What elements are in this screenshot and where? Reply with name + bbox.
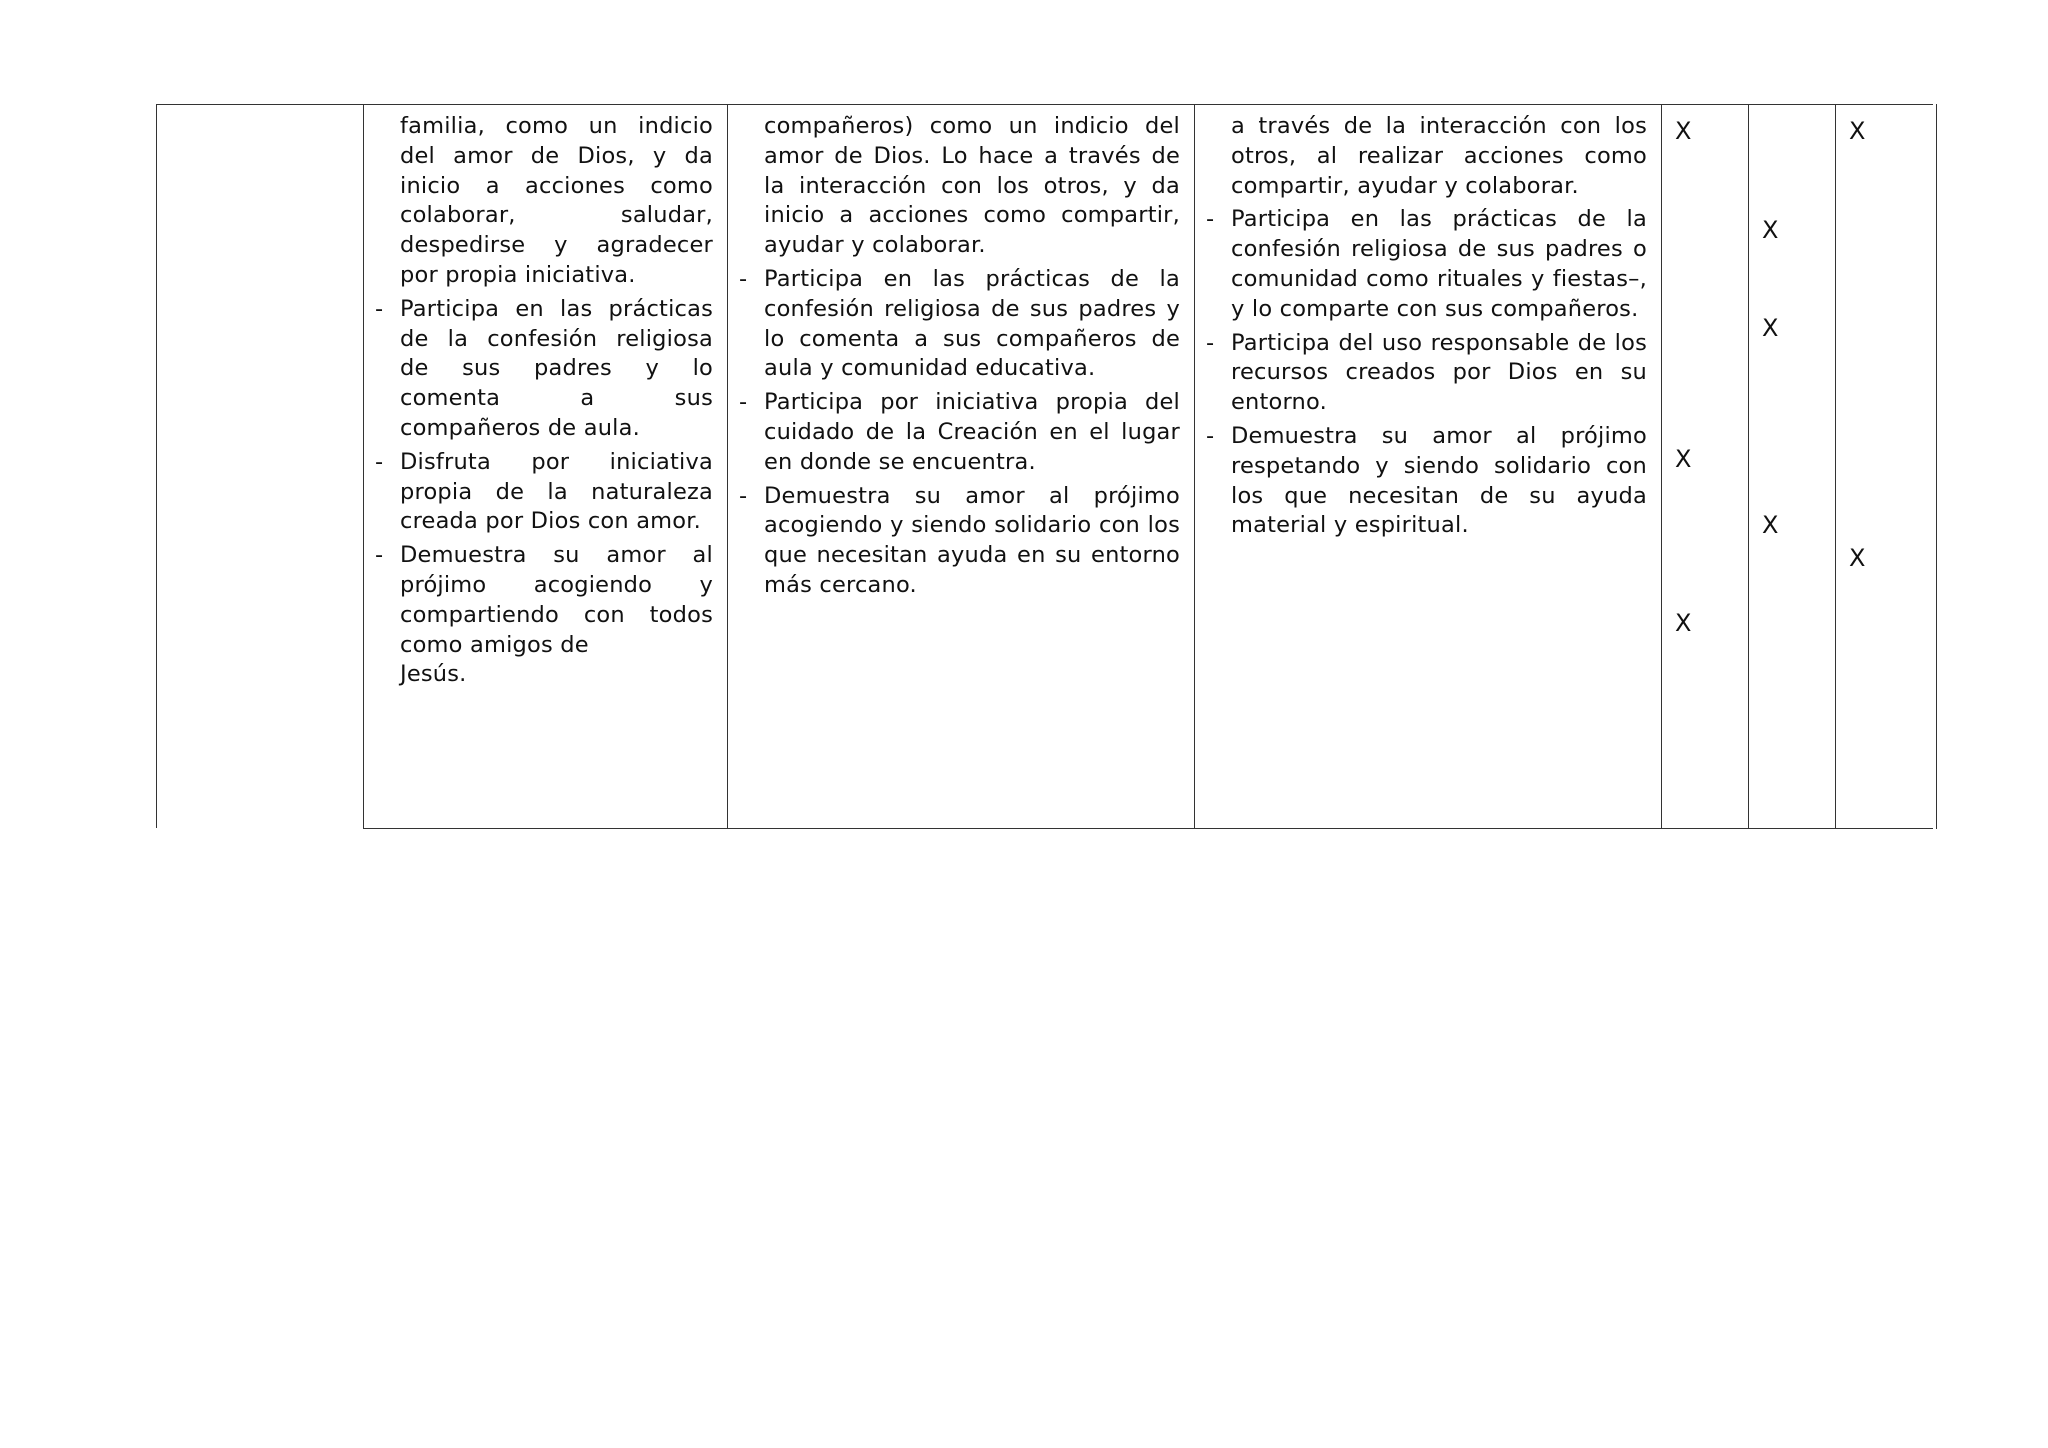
check-mark: X: [1675, 609, 1692, 637]
list-item-text: Demuestra su amor al prójimo acogiendo y compartiendo con todos como amigos de: [400, 542, 713, 658]
list-item-text: Demuestra su amor al prójimo respetando y siendo solidario con los que necesitan de su ayuda material y espiritual.: [1231, 422, 1647, 539]
column-divider-1: [363, 104, 364, 829]
list-bullet: -: [1206, 206, 1215, 233]
check-mark: X: [1762, 314, 1779, 342]
check-mark: X: [1849, 117, 1866, 145]
indicator-cell-col3: [739, 112, 1180, 601]
list-item: [1206, 422, 1647, 541]
column-divider-4: [1661, 104, 1662, 829]
column-divider-6: [1835, 104, 1836, 829]
list-bullet: -: [1206, 329, 1215, 356]
list-bullet: -: [739, 482, 748, 509]
indicator-list: [1206, 205, 1647, 541]
cell-lead-text: a través de la interacción con los otros, al realizar acciones como compartir, ayudar y colaborar.: [1231, 113, 1647, 199]
cell-lead-text: familia, como un indicio del amor de Dios, y da inicio a acciones como colaborar, saludar, despedirse y agradecer por propia iniciativa.: [400, 113, 713, 288]
list-item: [375, 448, 713, 537]
list-bullet: -: [739, 389, 748, 416]
list-item-text: Disfruta por iniciativa propia de la naturaleza creada por Dios con amor.: [400, 448, 713, 535]
list-item: [739, 388, 1180, 477]
list-item-text-tail: Jesús.: [400, 661, 467, 688]
list-item: [739, 265, 1180, 384]
list-bullet: -: [375, 542, 384, 569]
cell-lead-text: compañeros) como un indicio del amor de Dios. Lo hace a través de la interacción con los otros, y da inicio a acciones como compartir, ayudar y colaborar.: [764, 113, 1180, 259]
list-item-text: Participa en las prácticas de la confesión religiosa de sus padres y lo comenta a sus compañeros de aula y comunidad educativa.: [764, 265, 1180, 382]
list-item: [375, 295, 713, 444]
table-bottom-border: [363, 828, 1933, 829]
list-item-text: Participa por iniciativa propia del cuidado de la Creación en el lugar en donde se encuentra.: [764, 389, 1180, 475]
list-bullet: -: [739, 265, 748, 292]
column-divider-5: [1748, 104, 1749, 829]
list-bullet: -: [1206, 422, 1215, 449]
check-mark: X: [1849, 544, 1866, 572]
check-mark: X: [1675, 117, 1692, 145]
list-item: [1206, 329, 1647, 418]
list-bullet: -: [375, 295, 384, 322]
list-item-text: Participa del uso responsable de los recursos creados por Dios en su entorno.: [1231, 329, 1647, 416]
table-left-border: [156, 104, 157, 828]
indicator-list: [739, 265, 1180, 601]
list-item-text: Participa en las prácticas de la confesión religiosa de sus padres y lo comenta a sus compañeros de aula.: [400, 295, 713, 441]
list-item: [375, 541, 713, 690]
list-bullet: -: [375, 448, 384, 475]
column-divider-3: [1194, 104, 1195, 829]
column-divider-2: [727, 104, 728, 829]
list-item-text: Participa en las prácticas de la confesión religiosa de sus padres o comunidad como rituales y fiestas–, y lo comparte con sus compañeros.: [1231, 206, 1647, 322]
table-top-border-first-col: [156, 104, 364, 105]
indicator-cell-col2: [375, 112, 713, 690]
table-top-border: [363, 104, 1933, 105]
check-mark: X: [1762, 511, 1779, 539]
indicator-cell-col4: [1206, 112, 1647, 541]
list-item: [1206, 205, 1647, 324]
indicator-list: [375, 295, 713, 690]
list-item-text: Demuestra su amor al prójimo acogiendo y siendo solidario con los que necesitan ayuda en su entorno más cercano.: [764, 482, 1180, 598]
check-mark: X: [1675, 445, 1692, 473]
table-right-border: [1936, 104, 1937, 829]
list-item: [739, 482, 1180, 601]
check-mark: X: [1762, 216, 1779, 244]
